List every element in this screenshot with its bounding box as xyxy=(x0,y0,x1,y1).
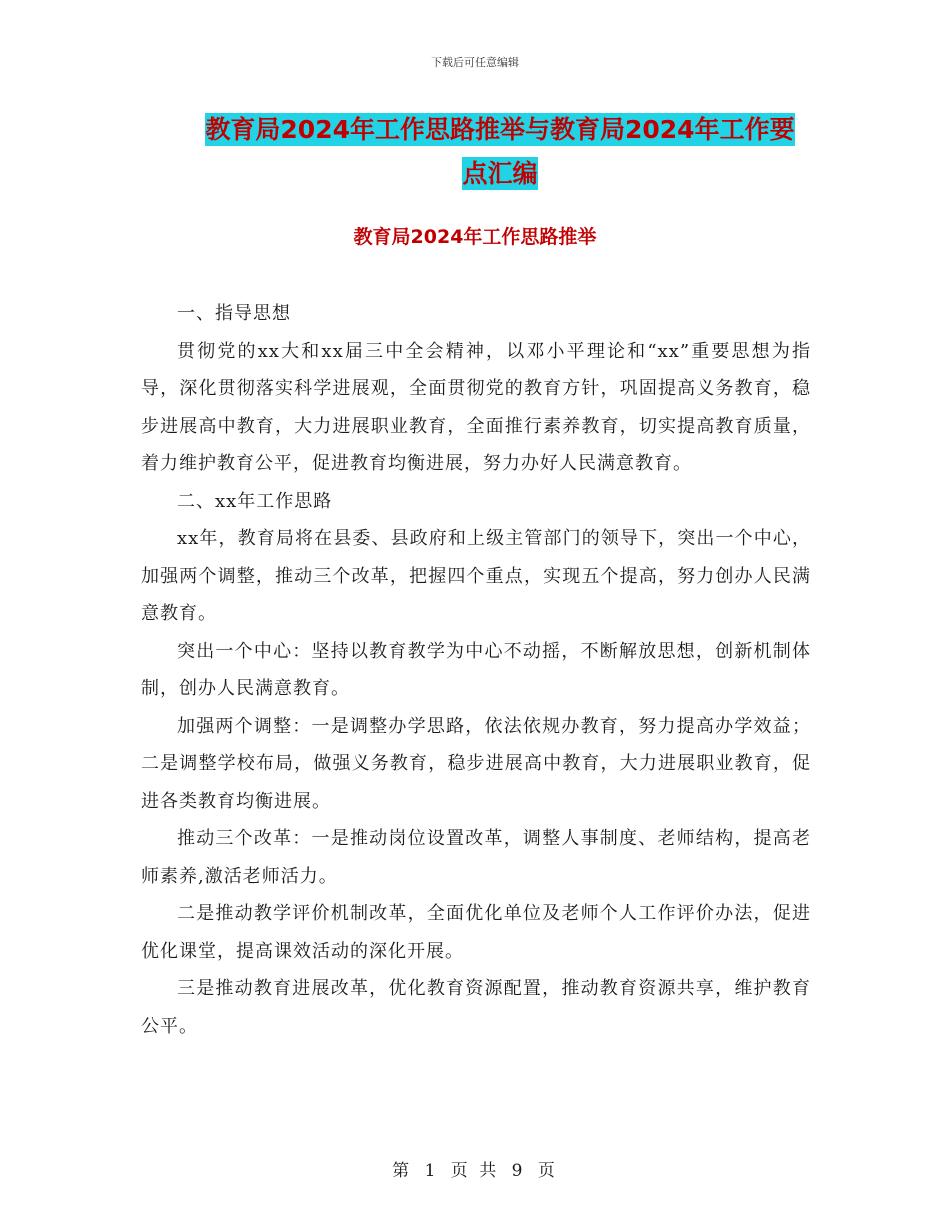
paragraph: 二是推动教学评价机制改革，全面优化单位及老师个人工作评价办法，促进优化课堂，提高课效活动的深化开展。 xyxy=(141,903,811,962)
heading-guiding-thought: 一、指导思想 xyxy=(177,303,291,324)
header-note: 下载后可任意编辑 xyxy=(431,56,519,69)
page-total: 9 xyxy=(511,1161,526,1181)
page-footer xyxy=(0,1156,950,1181)
section-title: 教育局2024年工作思路推举 xyxy=(353,226,597,248)
heading-work-plan: 二、xx年工作思路 xyxy=(177,490,333,512)
footer-middle: 页 共 xyxy=(450,1161,500,1181)
footer-prefix: 第 xyxy=(392,1161,413,1181)
paragraph: 贯彻党的xx大和xx届三中全会精神，以邓小平理论和“xx”重要思想为指导，深化贯彻落实科学进展观，全面贯彻党的教育方针，巩固提高义务教育，稳步进展高中教育，大力进展职业教育，全面推行素养教育，切实提高教育质量，着力维护教育公平，促进教育均衡进展，努力办好人民满意教育。 xyxy=(141,340,811,474)
paragraph: 三是推动教育进展改革，优化教育资源配置，推动教育资源共享，维护教育公平。 xyxy=(141,978,811,1037)
paragraph: xx年，教育局将在县委、县政府和上级主管部门的领导下，突出一个中心，加强两个调整，推动三个改革，把握四个重点，实现五个提高，努力创办人民满意教育。 xyxy=(141,528,811,624)
paragraph: 突出一个中心：坚持以教育教学为中心不动摇，不断解放思想，创新机制体制，创办人民满意教育。 xyxy=(141,640,811,699)
paragraph: 推动三个改革：一是推动岗位设置改革，调整人事制度、老师结构，提高老师素养,激活老师活力。 xyxy=(141,828,811,887)
footer-suffix: 页 xyxy=(537,1161,558,1181)
body-text xyxy=(141,295,811,1045)
page-number: 1 xyxy=(424,1161,439,1181)
title-line-1: 教育局2024年工作思路推举与教育局2024年工作要 xyxy=(205,115,795,144)
paragraph: 加强两个调整：一是调整办学思路，依法依规办教育，努力提高办学效益；二是调整学校布局，做强义务教育，稳步进展高中教育，大力进展职业教育，促进各类教育均衡进展。 xyxy=(141,715,811,812)
title-line-2: 点汇编 xyxy=(462,159,538,188)
document-title xyxy=(195,108,805,196)
